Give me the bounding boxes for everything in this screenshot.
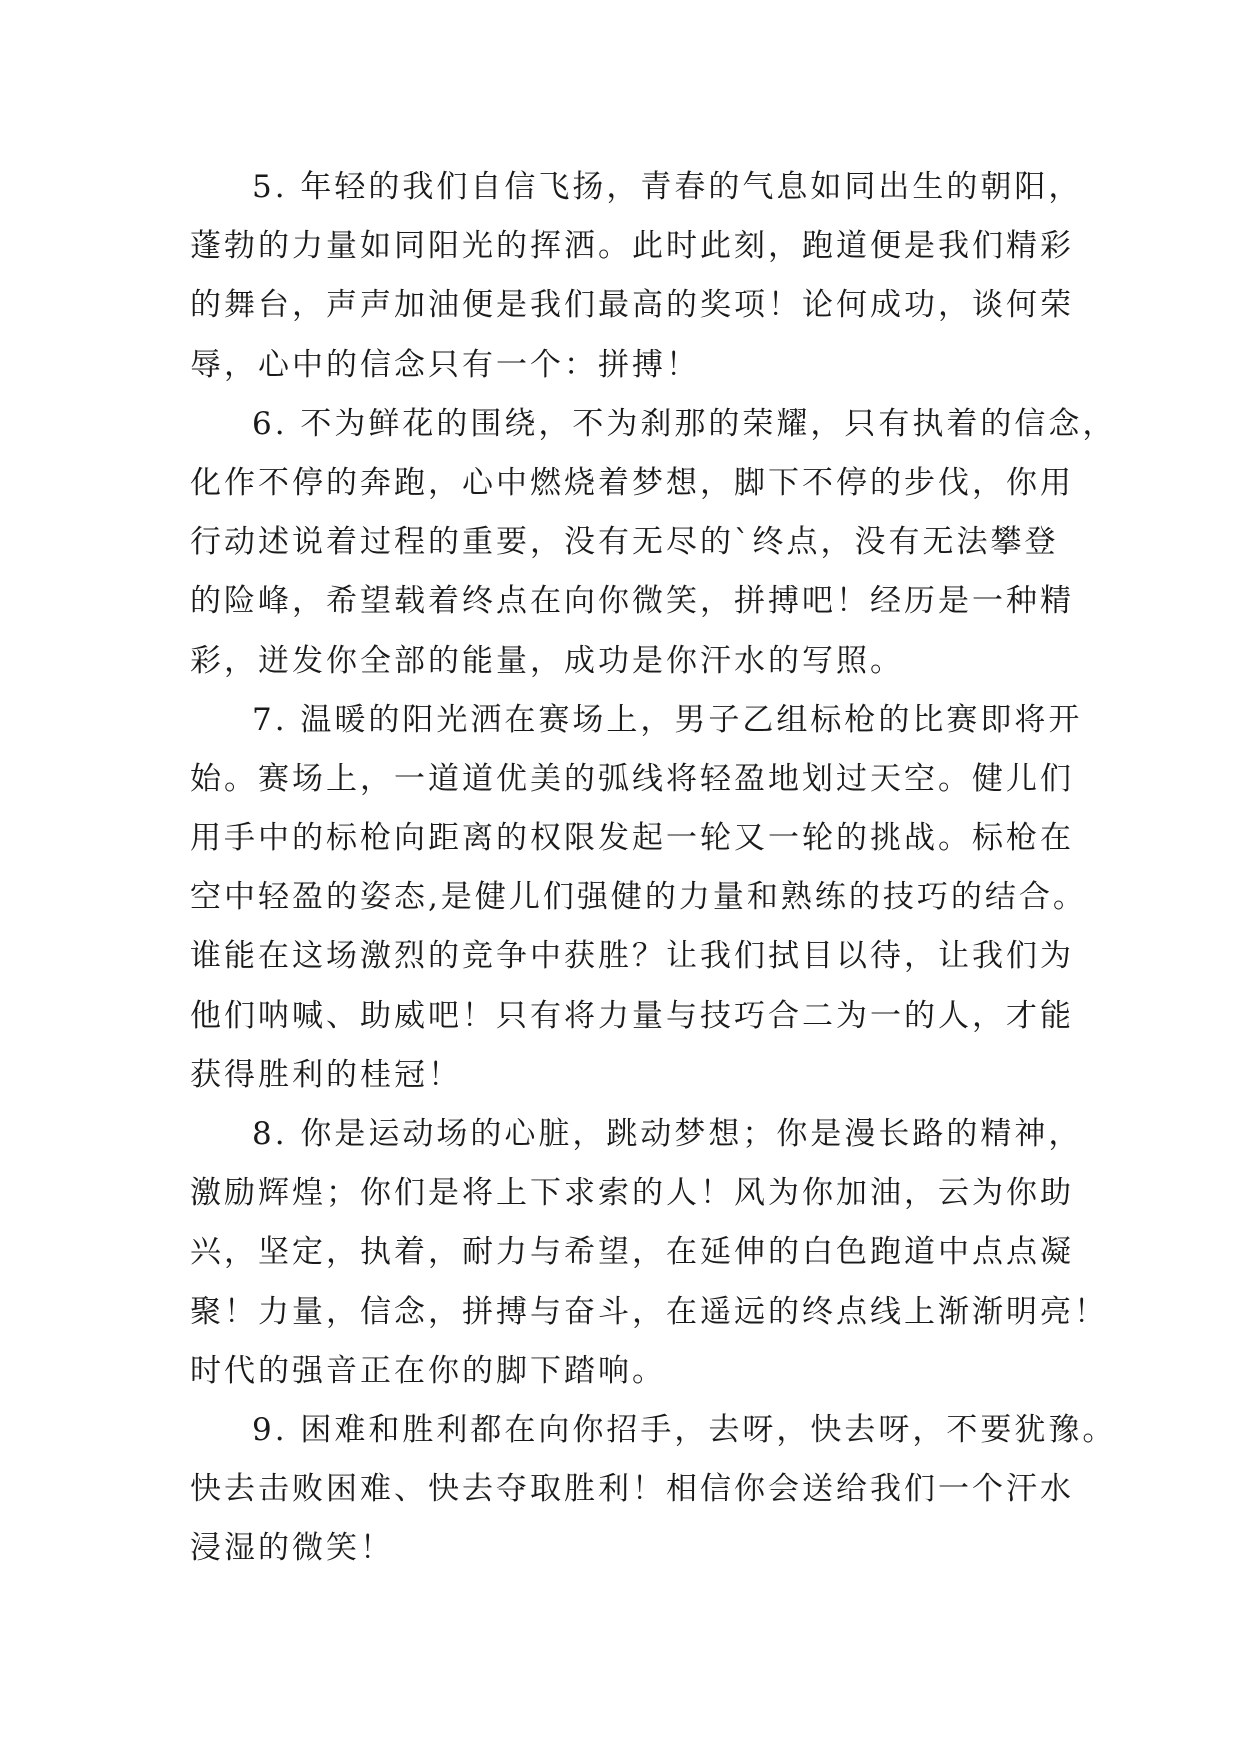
text-line: 化作不停的奔跑，心中燃烧着梦想，脚下不停的步伐，你用	[190, 464, 1074, 501]
text-line: 的险峰，希望载着终点在向你微笑，拼搏吧！经历是一种精	[190, 583, 1074, 620]
text-line: 9. 困难和胜利都在向你招手，去呀，快去呀，不要犹豫。	[252, 1411, 1117, 1448]
paragraph-7	[190, 691, 1087, 1105]
text-line: 的舞台，声声加油便是我们最高的奖项！论何成功，谈何荣	[190, 287, 1074, 324]
text-line: 空中轻盈的姿态,是健儿们强健的力量和熟练的技巧的结合。	[190, 879, 1087, 916]
text-line: 浸湿的微笑！	[190, 1530, 394, 1567]
text-line: 8. 你是运动场的心脏，跳动梦想；你是漫长路的精神，	[252, 1116, 1083, 1152]
text-line: 聚！力量，信念，拼搏与奋斗，在遥远的终点线上渐渐明亮！	[190, 1293, 1108, 1330]
text-line: 时代的强音正在你的脚下踏响。	[190, 1352, 666, 1389]
text-line: 用手中的标枪向距离的权限发起一轮又一轮的挑战。标枪在	[190, 820, 1074, 857]
text-line: 他们呐喊、助威吧！只有将力量与技巧合二为一的人，才能	[190, 997, 1074, 1034]
text-line: 辱，心中的信念只有一个：拼搏！	[190, 346, 700, 383]
paragraph-5	[190, 158, 1083, 395]
text-line: 快去击败困难、快去夺取胜利！相信你会送给我们一个汗水	[190, 1471, 1074, 1508]
text-line: 7. 温暖的阳光洒在赛场上，男子乙组标枪的比赛即将开	[252, 701, 1083, 738]
paragraph-9	[190, 1401, 1117, 1579]
text-line: 谁能在这场激烈的竞争中获胜？让我们拭目以待，让我们为	[190, 938, 1074, 975]
text-line: 始。赛场上，一道道优美的弧线将轻盈地划过天空。健儿们	[190, 760, 1074, 797]
paragraph-6	[190, 395, 1117, 691]
text-line: 6. 不为鲜花的围绕，不为刹那的荣耀，只有执着的信念，	[252, 405, 1117, 442]
text-line: 激励辉煌；你们是将上下求索的人！风为你加油，云为你助	[190, 1175, 1074, 1212]
text-line: 兴，坚定，执着，耐力与希望，在延伸的白色跑道中点点凝	[190, 1234, 1074, 1271]
paragraph-8	[190, 1105, 1108, 1401]
text-line: 5. 年轻的我们自信飞扬，青春的气息如同出生的朝阳，	[252, 169, 1083, 205]
text-line: 行动述说着过程的重要，没有无尽的`终点，没有无法攀登	[190, 524, 1059, 561]
document-body	[190, 158, 1117, 1579]
text-line: 蓬勃的力量如同阳光的挥洒。此时此刻，跑道便是我们精彩	[190, 228, 1074, 265]
text-line: 彩，迸发你全部的能量，成功是你汗水的写照。	[190, 642, 904, 679]
text-line: 获得胜利的桂冠！	[190, 1056, 462, 1093]
